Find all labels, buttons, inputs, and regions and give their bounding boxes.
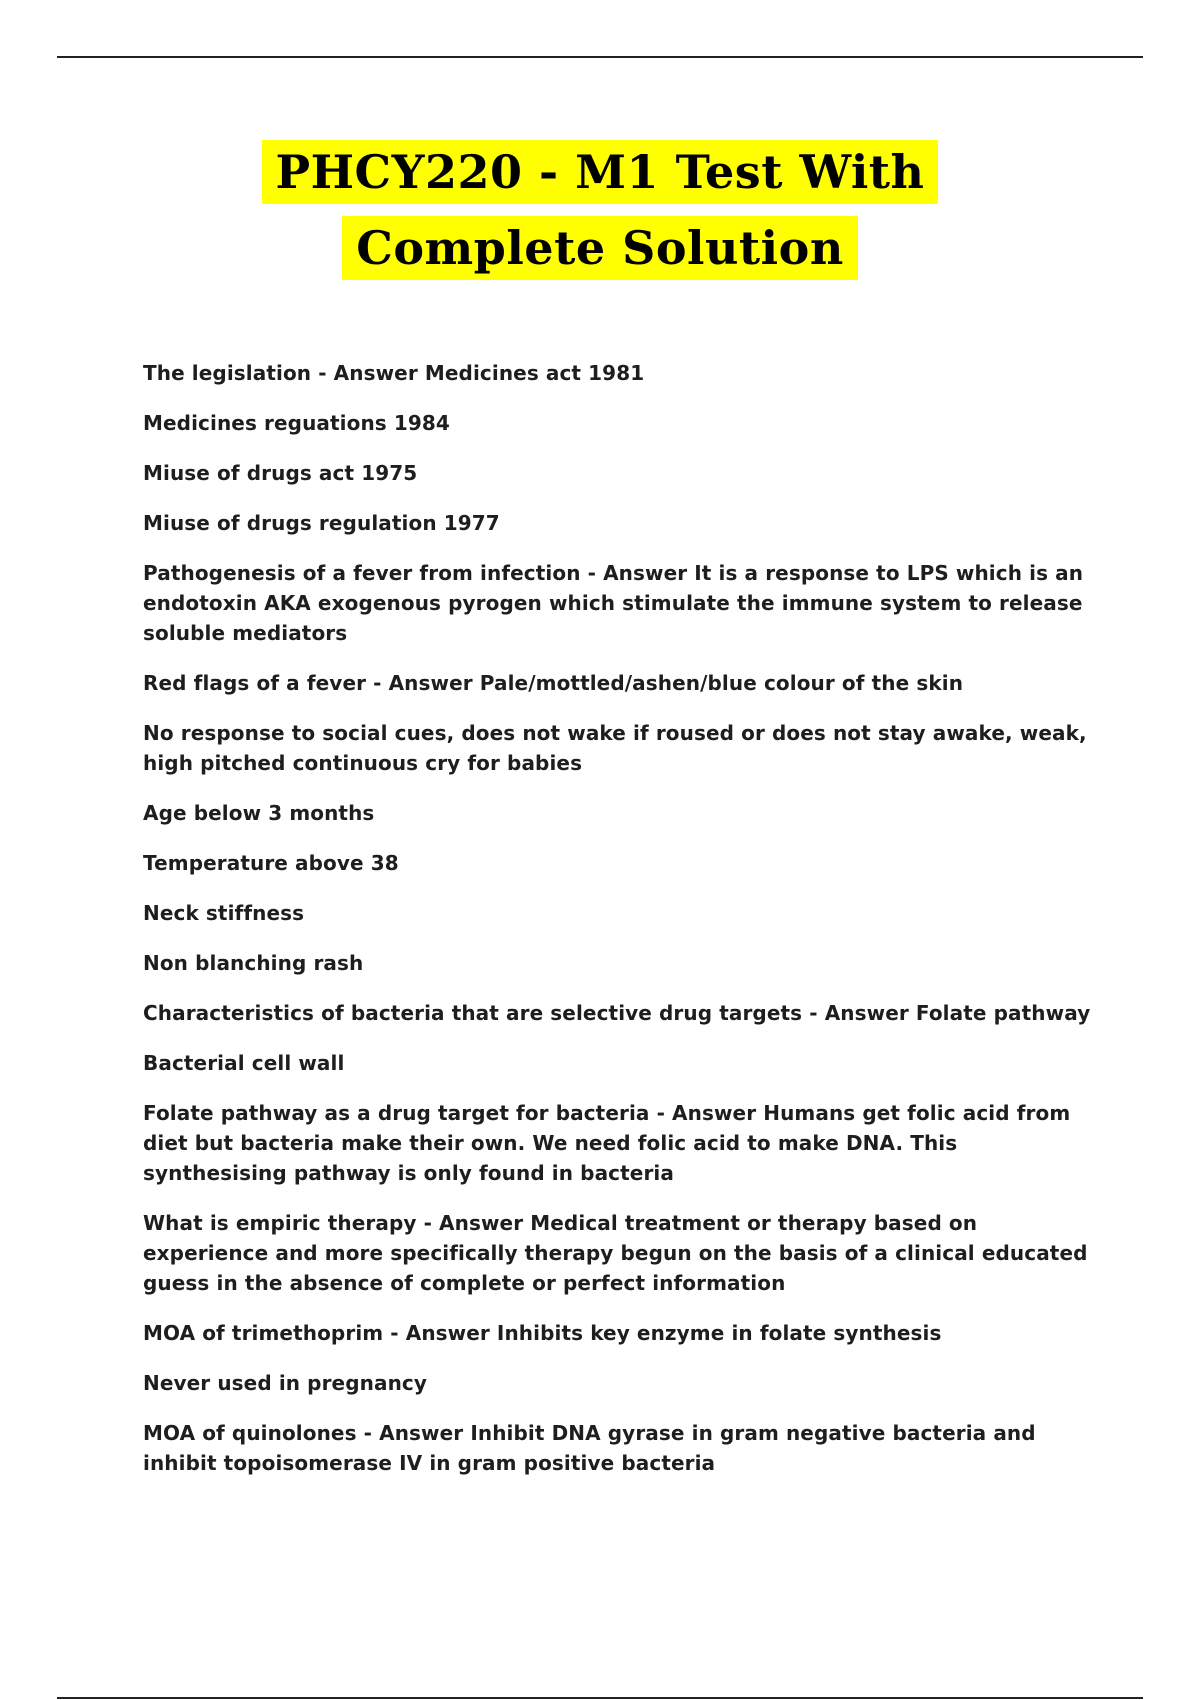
paragraph: Characteristics of bacteria that are selective drug targets - Answer Folate pathway — [143, 1001, 1091, 1025]
document-body — [143, 358, 1093, 1498]
bottom-rule — [57, 1697, 1143, 1699]
paragraph: Neck stiffness — [143, 901, 305, 925]
paragraph: Medicines reguations 1984 — [143, 411, 450, 435]
paragraph: No response to social cues, does not wake if roused or does not stay awake, weak, high pitched continuous cry for babies — [143, 721, 1087, 775]
top-rule — [57, 56, 1143, 58]
paragraph: Red flags of a fever - Answer Pale/mottled/ashen/blue colour of the skin — [143, 671, 964, 695]
paragraph: Pathogenesis of a fever from infection - Answer It is a response to LPS which is an endotoxin AKA exogenous pyrogen which stimulate the immune system to release soluble mediators — [143, 561, 1084, 645]
paragraph: The legislation - Answer Medicines act 1981 — [143, 361, 645, 385]
paragraph: Bacterial cell wall — [143, 1051, 345, 1075]
title-line-1: PHCY220 - M1 Test With — [262, 140, 939, 204]
paragraph: Age below 3 months — [143, 801, 375, 825]
title-line-2: Complete Solution — [342, 216, 858, 280]
paragraph: What is empiric therapy - Answer Medical treatment or therapy based on experience and more specifically therapy begun on the basis of a clinical educated guess in the absence of complete or perfect information — [143, 1211, 1088, 1295]
paragraph: Never used in pregnancy — [143, 1371, 427, 1395]
paragraph: MOA of quinolones - Answer Inhibit DNA gyrase in gram negative bacteria and inhibit topoisomerase IV in gram positive bacteria — [143, 1421, 1036, 1475]
paragraph: Non blanching rash — [143, 951, 364, 975]
document-title — [0, 140, 1200, 280]
paragraph: MOA of trimethoprim - Answer Inhibits key enzyme in folate synthesis — [143, 1321, 942, 1345]
paragraph: Folate pathway as a drug target for bacteria - Answer Humans get folic acid from diet but bacteria make their own. We need folic acid to make DNA. This synthesising pathway is only found in bacteria — [143, 1101, 1071, 1185]
paragraph: Miuse of drugs act 1975 — [143, 461, 418, 485]
paragraph: Miuse of drugs regulation 1977 — [143, 511, 500, 535]
paragraph: Temperature above 38 — [143, 851, 399, 875]
